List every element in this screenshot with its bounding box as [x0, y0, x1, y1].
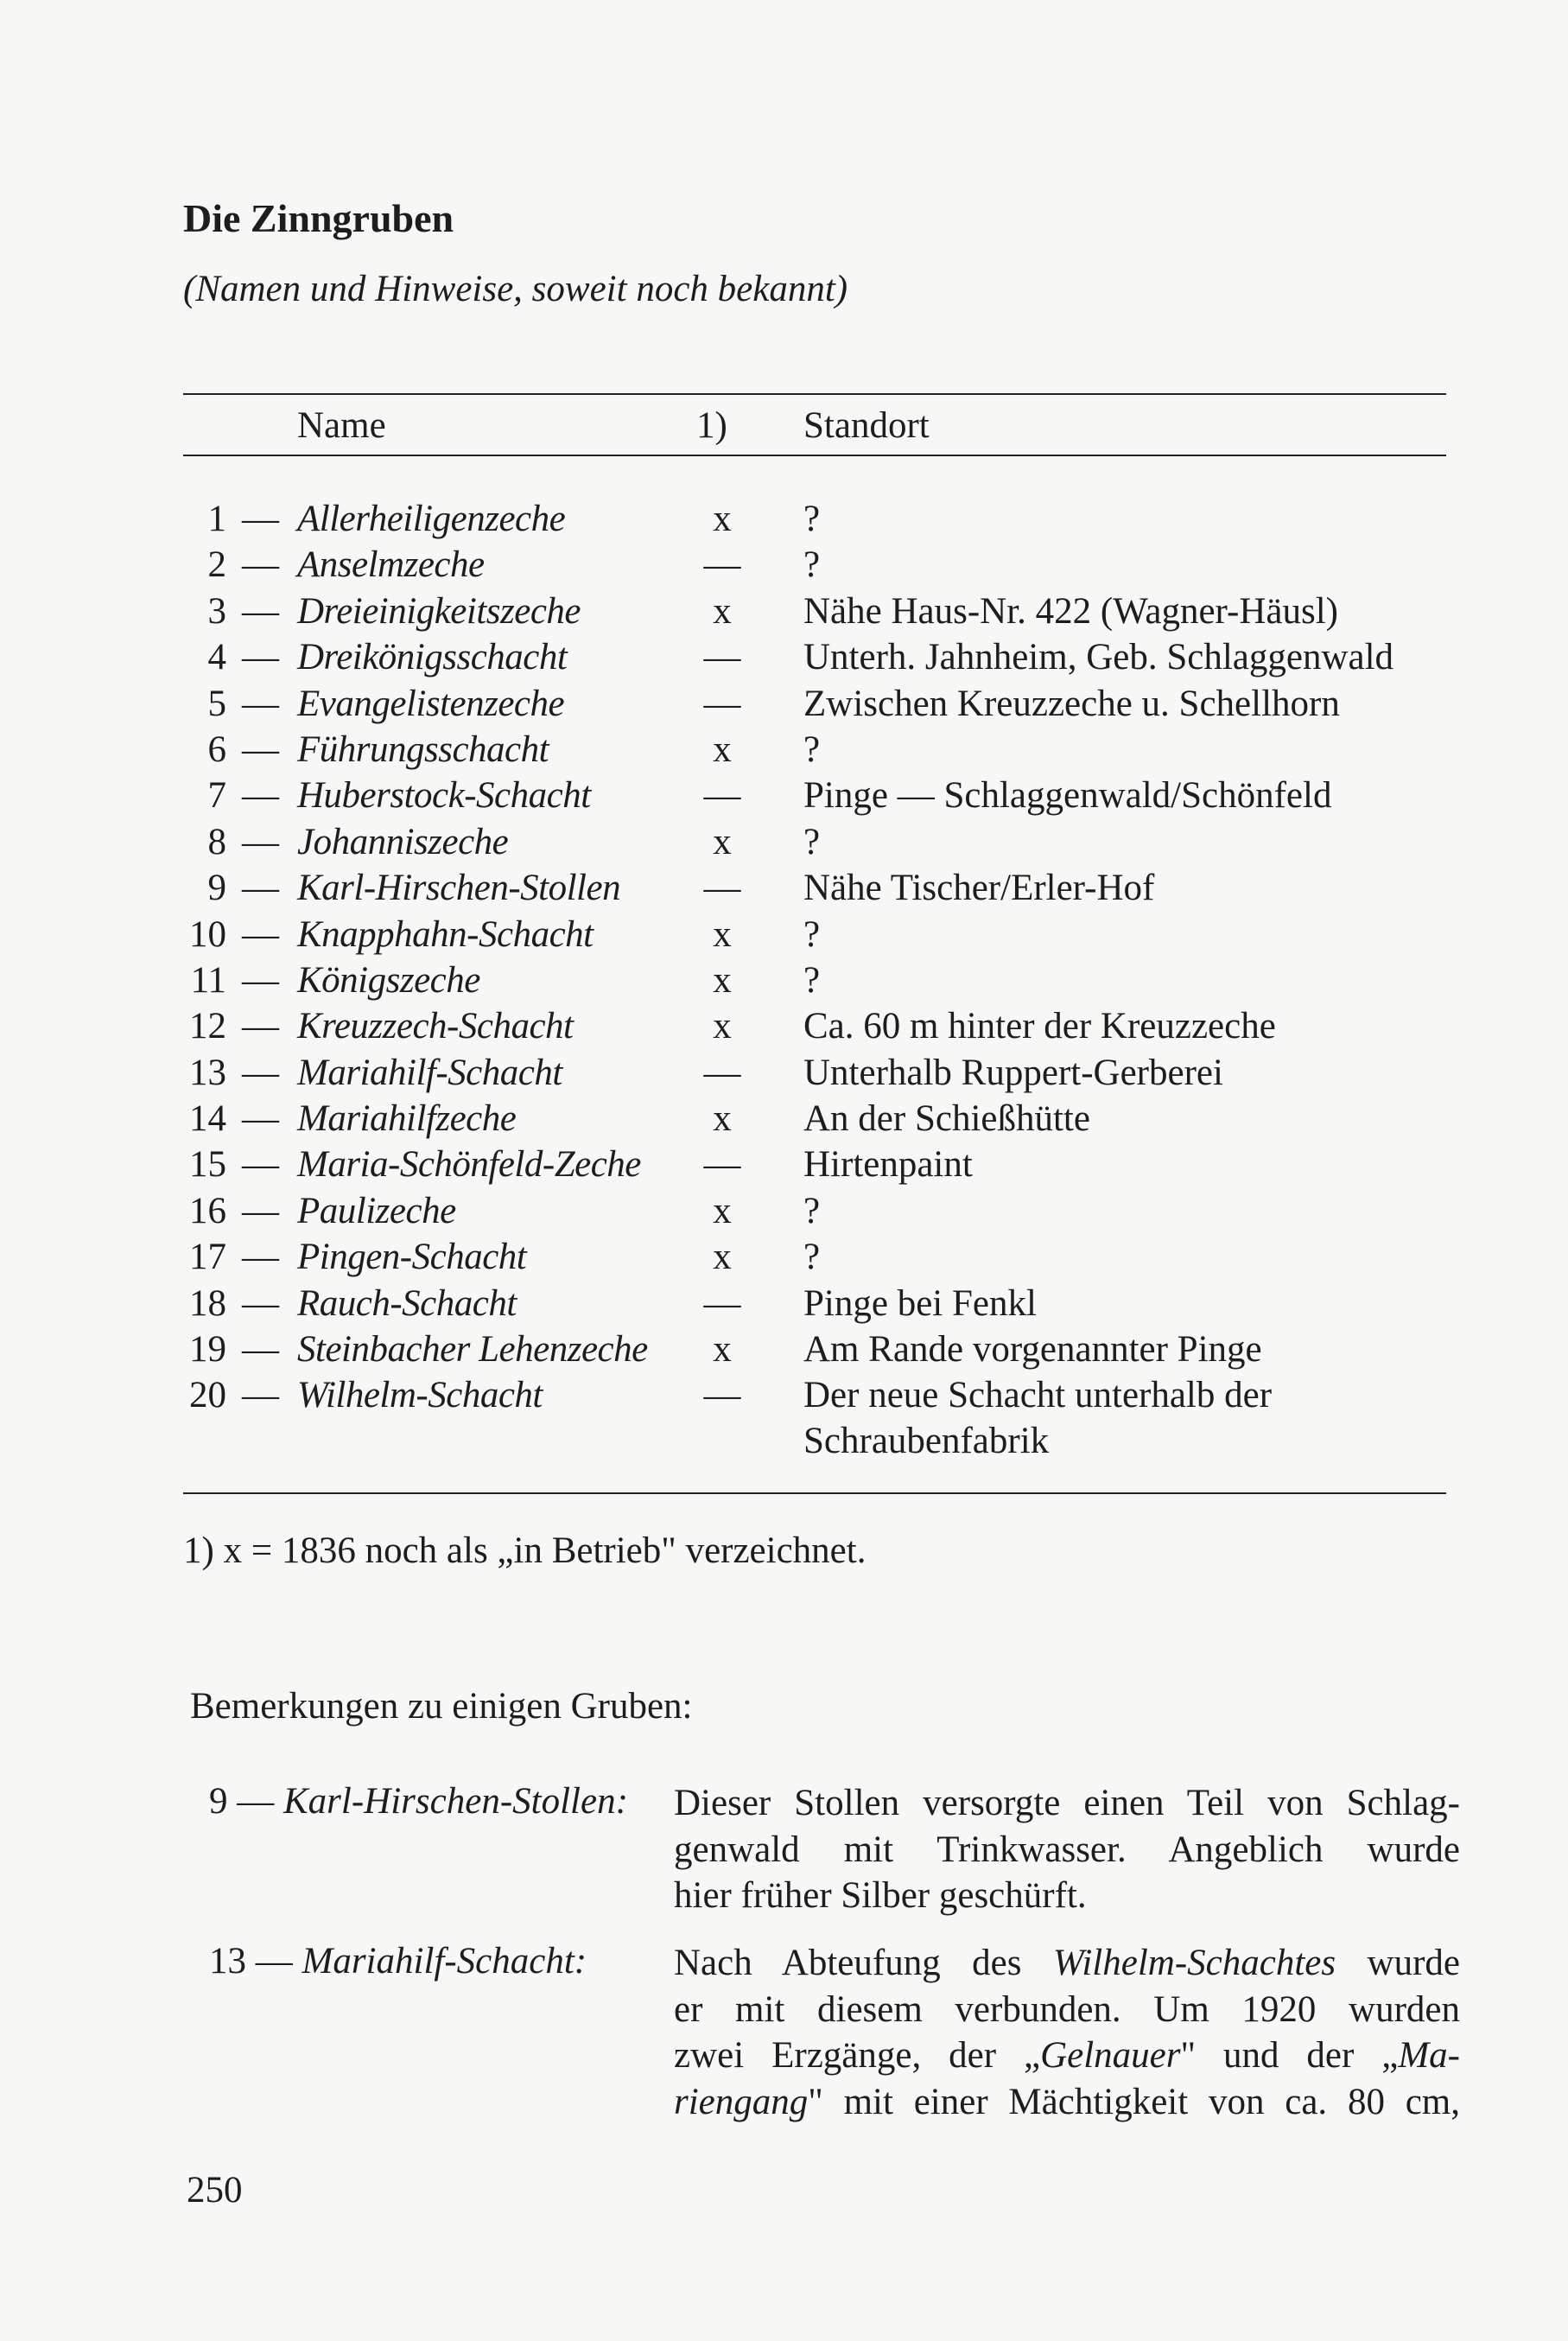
- mine-location: An der Schießhütte: [803, 1098, 1090, 1140]
- row-dash: —: [242, 683, 279, 724]
- row-number: 9: [207, 868, 226, 909]
- operating-mark: x: [713, 821, 732, 862]
- table-row: [183, 865, 1462, 911]
- table-row: [183, 819, 1462, 865]
- row-dash: —: [242, 1006, 279, 1047]
- mine-location: Nähe Tischer/Erler-Hof: [803, 868, 1155, 909]
- remarks-heading: Bemerkungen zu einigen Gruben:: [190, 1686, 693, 1727]
- column-header-location: Standort: [803, 405, 930, 446]
- operating-mark: x: [713, 913, 732, 955]
- remark-line: Nach Abteufung des Wilhelm-Schachtes wurde: [674, 1943, 1460, 1983]
- mine-location: ?: [803, 1237, 821, 1278]
- mine-name: Paulizeche: [297, 1190, 456, 1231]
- row-number: 2: [207, 544, 226, 586]
- row-number: 17: [189, 1237, 226, 1278]
- mine-name: Wilhelm-Schacht: [297, 1375, 543, 1416]
- operating-mark: —: [703, 775, 741, 817]
- row-dash: —: [242, 1190, 279, 1231]
- operating-mark: x: [713, 1237, 732, 1278]
- table-row: [183, 912, 1462, 957]
- mine-location: Pinge bei Fenkl: [803, 1282, 1037, 1324]
- mine-name: Evangelistenzeche: [297, 683, 565, 724]
- operating-mark: —: [703, 637, 741, 678]
- table-row: [183, 542, 1462, 588]
- row-number: 7: [207, 775, 226, 817]
- operating-mark: —: [703, 868, 741, 909]
- row-dash: —: [242, 590, 279, 632]
- table-header-rule: [183, 455, 1446, 456]
- operating-mark: x: [713, 1190, 732, 1231]
- row-number: 16: [189, 1190, 226, 1231]
- remark-mine-name: Karl-Hirschen-Stollen:: [283, 1781, 628, 1822]
- mine-location: ?: [803, 1190, 821, 1231]
- remark-line: zwei Erzgänge, der „Gelnauer" und der „Ma-: [674, 2035, 1460, 2076]
- mine-location: ?: [803, 728, 821, 770]
- table-row: [183, 1188, 1462, 1234]
- page-title: Die Zinngruben: [183, 196, 454, 240]
- row-number: 3: [207, 590, 226, 632]
- remark-text: [674, 1780, 1460, 1919]
- mine-location: ?: [803, 544, 821, 586]
- mine-name: Königszeche: [297, 959, 480, 1001]
- table-row: [183, 496, 1462, 542]
- table-row: [183, 1326, 1462, 1372]
- operating-mark: x: [713, 1329, 732, 1371]
- mine-name: Steinbacher Lehenzeche: [297, 1329, 648, 1371]
- row-number: 6: [207, 728, 226, 770]
- table-row: [183, 681, 1462, 727]
- mine-location: ?: [803, 959, 821, 1001]
- row-number: 13: [189, 1052, 226, 1093]
- mine-location: Unterh. Jahnheim, Geb. Schlaggenwald: [803, 637, 1394, 678]
- remark-line: riengang" mit einer Mächtigkeit von ca. 80 cm,: [674, 2081, 1460, 2122]
- mine-table-body: [183, 496, 1462, 1466]
- row-number: 14: [189, 1098, 226, 1140]
- row-number: 11: [190, 959, 226, 1001]
- page-subtitle: (Namen und Hinweise, soweit noch bekannt): [183, 269, 848, 309]
- operating-mark: —: [703, 1144, 741, 1186]
- mine-name: Dreieinigkeitszeche: [297, 590, 581, 632]
- mine-name: Dreikönigsschacht: [297, 637, 568, 678]
- row-dash: —: [242, 544, 279, 586]
- mine-location: Unterhalb Ruppert-Gerberei: [803, 1052, 1223, 1093]
- row-number: 20: [189, 1375, 226, 1416]
- table-row: [183, 1281, 1462, 1326]
- row-number: 5: [207, 683, 226, 724]
- table-row: [183, 1096, 1462, 1142]
- page-number: 250: [187, 2170, 243, 2211]
- row-dash: —: [242, 821, 279, 862]
- remark-line: er mit diesem verbunden. Um 1920 wurden: [674, 1988, 1460, 2030]
- row-dash: —: [242, 1144, 279, 1186]
- mine-location: Hirtenpaint: [803, 1144, 973, 1186]
- table-row: [183, 1142, 1462, 1187]
- mine-name: Pingen-Schacht: [297, 1237, 527, 1278]
- mine-name: Rauch-Schacht: [297, 1282, 517, 1324]
- table-row: [183, 727, 1462, 773]
- operating-mark: —: [703, 683, 741, 724]
- mine-name: Maria-Schönfeld-Zeche: [297, 1144, 641, 1186]
- row-dash: —: [242, 913, 279, 955]
- remark-number: 13 —: [209, 1941, 293, 1982]
- row-number: 10: [189, 913, 226, 955]
- operating-mark: —: [703, 1282, 741, 1324]
- row-dash: —: [242, 728, 279, 770]
- mine-location: Am Rande vorgenannter Pinge: [803, 1329, 1262, 1371]
- row-dash: —: [242, 1329, 279, 1371]
- row-number: 18: [189, 1282, 226, 1324]
- mine-name: Kreuzzech-Schacht: [297, 1006, 574, 1047]
- operating-mark: x: [713, 728, 732, 770]
- mine-name: Mariahilfzeche: [297, 1098, 517, 1140]
- table-bottom-rule: [183, 1492, 1446, 1494]
- mine-location: Ca. 60 m hinter der Kreuzzeche: [803, 1006, 1276, 1047]
- column-header-name: Name: [297, 405, 386, 446]
- mine-location: Der neue Schacht unterhalb der Schraubenfabrik: [803, 1375, 1273, 1462]
- table-row: [183, 1003, 1462, 1049]
- table-row: [183, 588, 1462, 634]
- mine-name: Knapphahn-Schacht: [297, 913, 594, 955]
- table-row: [183, 1050, 1462, 1096]
- row-dash: —: [242, 868, 279, 909]
- mine-location: ?: [803, 913, 821, 955]
- row-number: 19: [189, 1329, 226, 1371]
- operating-mark: —: [703, 1052, 741, 1093]
- remark-number: 9 —: [209, 1781, 275, 1822]
- table-footnote: 1) x = 1836 noch als „in Betrieb" verzeichnet.: [183, 1530, 867, 1571]
- operating-mark: x: [713, 499, 732, 539]
- remark-line: Dieser Stollen versorgte einen Teil von Schlag-: [674, 1783, 1460, 1823]
- table-top-rule: [183, 393, 1446, 395]
- row-dash: —: [242, 499, 279, 539]
- operating-mark: x: [713, 1098, 732, 1140]
- remark-line: hier früher Silber geschürft.: [674, 1875, 1087, 1916]
- row-dash: —: [242, 1375, 279, 1416]
- row-dash: —: [242, 637, 279, 678]
- remark-mine-name: Mariahilf-Schacht:: [302, 1941, 587, 1982]
- remark-line: genwald mit Trinkwasser. Angeblich wurde: [674, 1829, 1460, 1870]
- mine-name: Allerheiligenzeche: [297, 499, 566, 539]
- row-dash: —: [242, 775, 279, 817]
- mine-name: Huberstock-Schacht: [297, 775, 591, 817]
- operating-mark: —: [703, 1375, 741, 1416]
- mine-location: ?: [803, 499, 821, 539]
- mine-location: Nähe Haus-Nr. 422 (Wagner-Häusl): [803, 590, 1338, 632]
- row-dash: —: [242, 1098, 279, 1140]
- row-number: 12: [189, 1006, 226, 1047]
- operating-mark: x: [713, 1006, 732, 1047]
- row-dash: —: [242, 1237, 279, 1278]
- row-dash: —: [242, 959, 279, 1001]
- row-number: 15: [189, 1144, 226, 1186]
- row-number: 4: [207, 637, 226, 678]
- mine-name: Mariahilf-Schacht: [297, 1052, 562, 1093]
- operating-mark: —: [703, 544, 741, 586]
- table-row: [183, 634, 1462, 680]
- operating-mark: x: [713, 590, 732, 632]
- row-number: 8: [207, 821, 226, 862]
- row-dash: —: [242, 1282, 279, 1324]
- table-row: [183, 1372, 1462, 1466]
- row-dash: —: [242, 1052, 279, 1093]
- mine-name: Anselmzeche: [297, 544, 485, 586]
- table-row: [183, 773, 1462, 818]
- remark-text: [674, 1940, 1460, 2125]
- mine-name: Karl-Hirschen-Stollen: [297, 868, 621, 909]
- mine-name: Johanniszeche: [297, 821, 509, 862]
- operating-mark: x: [713, 959, 732, 1001]
- mine-name: Führungsschacht: [297, 728, 549, 770]
- column-header-mark: 1): [696, 405, 727, 446]
- mine-location: ?: [803, 821, 821, 862]
- mine-location: Pinge — Schlaggenwald/Schönfeld: [803, 775, 1332, 817]
- table-row: [183, 1234, 1462, 1280]
- row-number: 1: [207, 499, 226, 539]
- mine-location: Zwischen Kreuzzeche u. Schellhorn: [803, 683, 1340, 724]
- table-row: [183, 957, 1462, 1003]
